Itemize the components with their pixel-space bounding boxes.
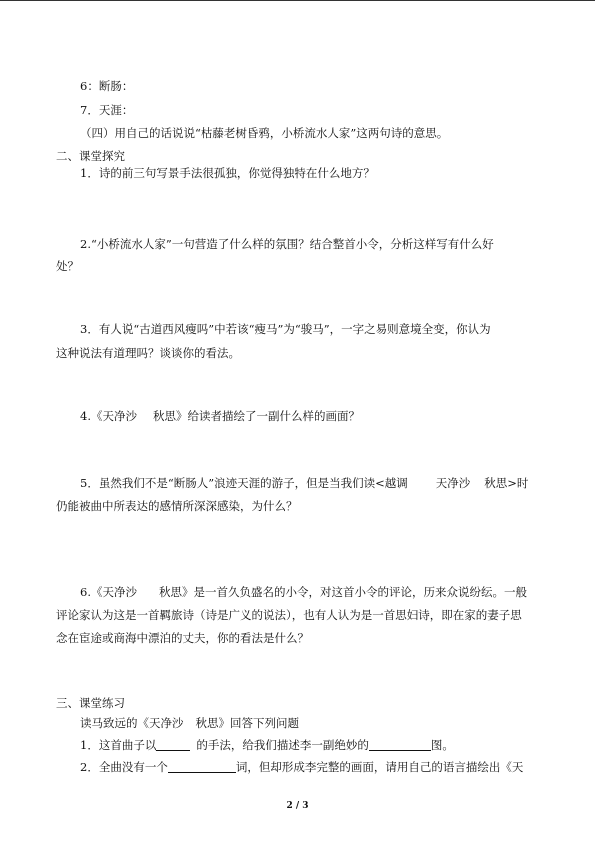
inquiry-question-1: 1．诗的前三句写景手法很孤独，你觉得独特在什么地方？ [80,166,375,180]
practice-question-2-part-a: 2．全曲没有一个 [80,760,168,774]
section-heading-practice: 三、课堂练习 [56,696,125,710]
practice-intro-part-b: 秋思》回答下列问题 [195,716,299,730]
inquiry-question-2-line-1: 2.“小桥流水人家”一句营造了什么样的氛围？结合整首小令，分析这样写有什么好 [80,237,494,251]
inquiry-question-6-line-1 [80,585,527,599]
inquiry-question-5-part-a: 5．虽然我们不是“断肠人”浪迹天涯的游子，但是当我们读<越调 [80,476,408,490]
inquiry-question-6-part-a: 6.《天净沙 [80,585,137,599]
inquiry-question-5-line-2: 仍能被曲中所表达的感情所深深感染，为什么？ [56,499,298,513]
practice-question-1-part-c: 图。 [430,738,454,752]
section-heading-inquiry: 二、课堂探究 [56,149,125,163]
practice-intro [80,716,299,730]
blank-technique[interactable] [156,738,190,751]
page-number: 2 / 3 [286,801,309,811]
inquiry-question-6-line-2: 评论家认为这是一首羁旅诗（诗是广义的说法），也有人认为是一首思妇诗，即在家的妻子思 [56,608,522,622]
item-6: 6：断肠： [80,79,134,93]
inquiry-question-4-part-a: 4.《天净沙 [80,409,137,423]
blank-picture[interactable] [369,738,431,751]
practice-question-1-part-b: 的手法，给我们描述李一副绝妙的 [196,738,369,752]
inquiry-question-3-line-1: 3．有人说“古道西风瘦吗”中若该“瘦马”为“骏马”，一字之易则意境全变，你认为 [80,322,491,336]
practice-question-1-part-a: 1．这首曲子以 [80,738,157,752]
practice-question-2 [80,760,523,774]
inquiry-question-4 [80,409,360,423]
inquiry-question-5-part-c: 秋思>时 [484,476,529,490]
inquiry-question-2-line-2: 处？ [56,259,79,273]
question-four-paraphrase: （四）用自己的话说说“枯藤老树昏鸦，小桥流水人家”这两句诗的意思。 [80,126,449,140]
inquiry-question-6-part-b: 秋思》是一首久负盛名的小令，对这首小令的评论，历来众说纷纭。一般 [158,585,527,599]
inquiry-question-3-line-2: 这种说法有道理吗？谈谈你的看法。 [56,346,240,360]
inquiry-question-5-line-1 [80,476,528,490]
practice-question-1 [80,738,454,752]
practice-intro-part-a: 读马致远的《天净沙 [80,716,184,730]
item-7: 7．天涯： [80,103,134,117]
inquiry-question-5-part-b: 天净沙 [435,476,471,490]
practice-question-2-part-b: 词，但却形成李完整的画面，请用自己的语言描绘出《天 [235,760,524,774]
inquiry-question-4-part-b: 秋思》给读者描绘了一副什么样的画面？ [152,409,360,423]
inquiry-question-6-line-3: 念在宦途或商海中漂泊的丈夫，你的看法是什么？ [56,631,309,645]
blank-word-type[interactable] [168,760,236,773]
